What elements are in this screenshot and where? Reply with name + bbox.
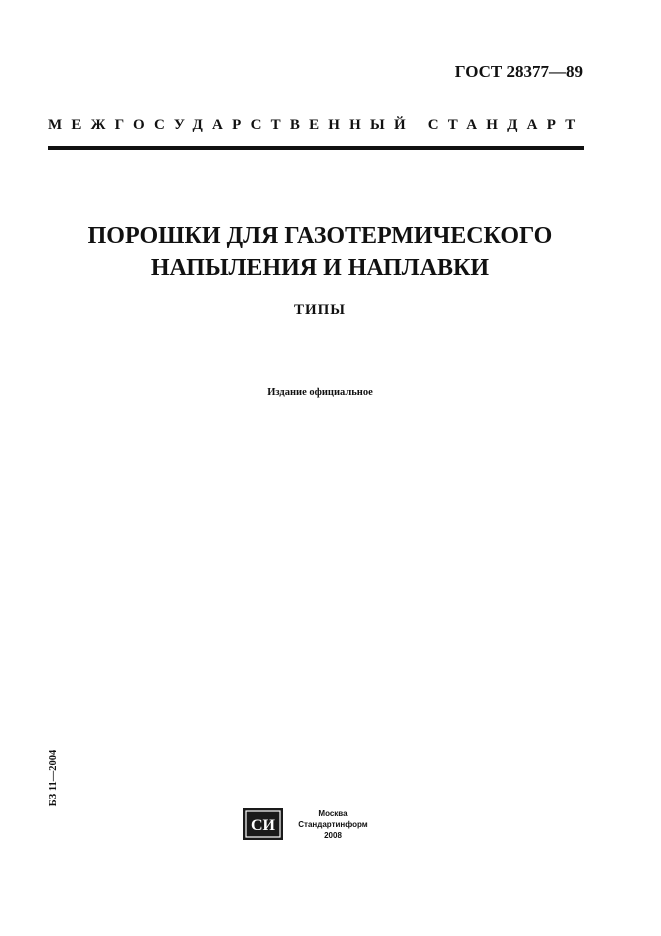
standartinform-logo-icon bbox=[243, 808, 283, 840]
side-code: БЗ 11—2004 bbox=[48, 749, 59, 807]
publisher-name: Стандартинформ bbox=[298, 820, 368, 829]
publisher-city: Москва bbox=[318, 809, 348, 818]
title-line-1: ПОРОШКИ ДЛЯ ГАЗОТЕРМИЧЕСКОГО bbox=[87, 223, 553, 249]
gost-number: ГОСТ 28377—89 bbox=[454, 62, 583, 81]
edition-note: Издание официальное bbox=[267, 387, 373, 398]
document-subtitle: ТИПЫ bbox=[293, 302, 347, 318]
publisher-block bbox=[290, 808, 376, 841]
title-line-2: НАПЫЛЕНИЯ И НАПЛАВКИ bbox=[150, 255, 490, 281]
publisher-year: 2008 bbox=[324, 831, 342, 840]
document-title bbox=[40, 220, 600, 284]
header-divider bbox=[48, 146, 584, 150]
logo-text: СИ bbox=[251, 817, 275, 834]
standard-type-heading: МЕЖГОСУДАРСТВЕННЫЙ СТАНДАРТ bbox=[48, 117, 585, 133]
